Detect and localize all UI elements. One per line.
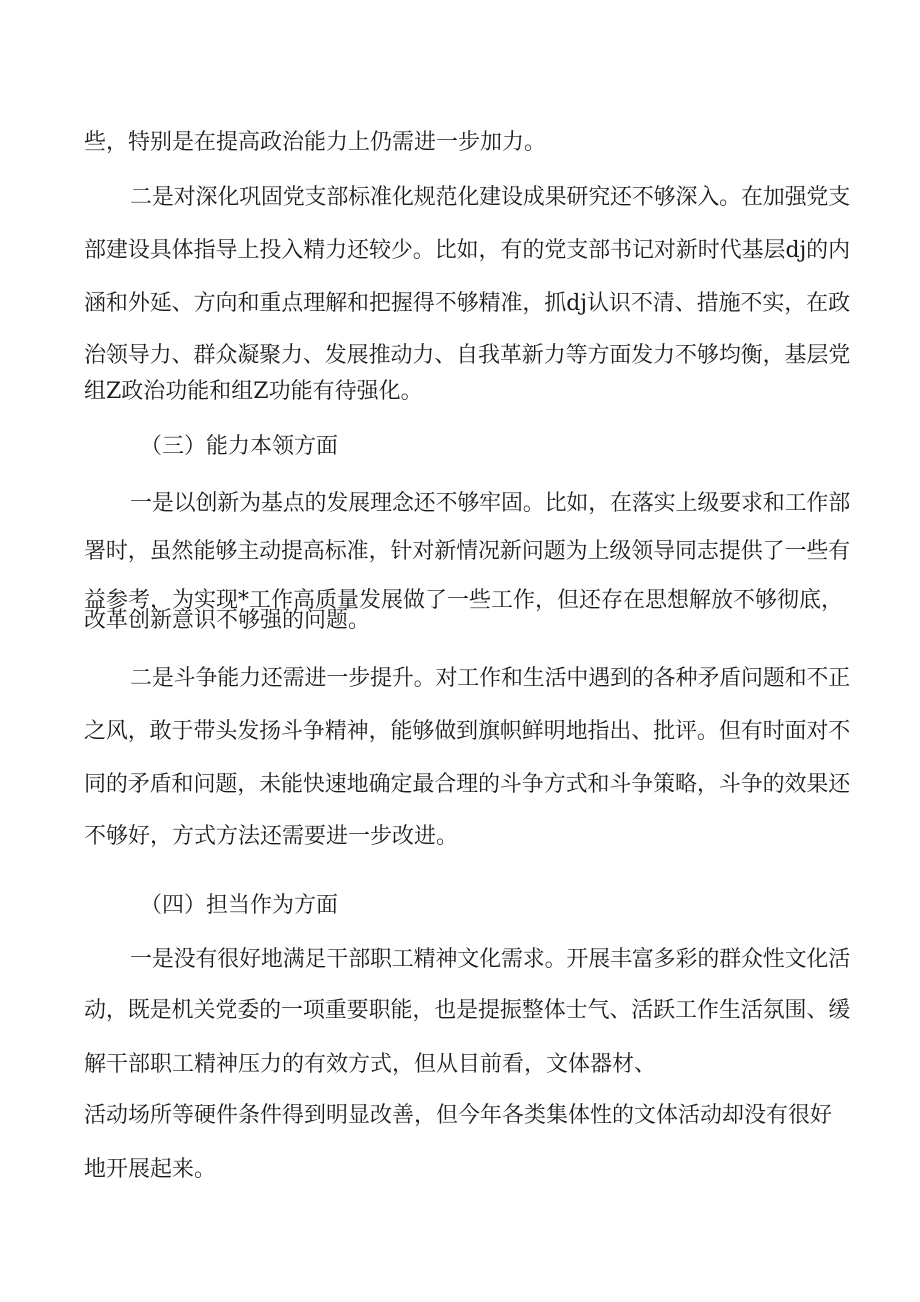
text-line: 改革创新意识不够强的问题。 bbox=[84, 608, 371, 633]
text-line: 治领导力、群众凝聚力、发展推动力、自我革新力等方面发力不够均衡，基层党 bbox=[84, 343, 851, 368]
text-line: 部建设具体指导上投入精力还较少。比如，有的党支部书记对新时代基层dj的内 bbox=[84, 238, 851, 263]
text-line: 些，特别是在提高政治能力上仍需进一步加力。 bbox=[84, 130, 547, 155]
section-heading: （四）担当作为方面 bbox=[140, 893, 339, 918]
section-heading: （三）能力本领方面 bbox=[140, 434, 339, 459]
text-line: 二是对深化巩固党支部标准化规范化建设成果研究还不够深入。在加强党支 bbox=[130, 185, 851, 210]
text-line: 署时，虽然能够主动提高标准，针对新情况新问题为上级领导同志提供了一些有 bbox=[84, 539, 851, 564]
text-line: 益参考，为实现*工作高质量发展做了一些工作，但还存在思想解放不够彻底， bbox=[84, 588, 844, 613]
text-line: 组Z政治功能和组Z功能有待强化。 bbox=[84, 379, 423, 404]
text-line: 地开展起来。 bbox=[84, 1157, 217, 1182]
text-line: 活动场所等硬件条件得到明显改善，但今年各类集体性的文体活动却没有很好 bbox=[84, 1103, 833, 1128]
text-line: 不够好，方式方法还需要进一步改进。 bbox=[84, 824, 459, 849]
text-line: 同的矛盾和问题，未能快速地确定最合理的斗争方式和斗争策略，斗争的效果还 bbox=[84, 772, 851, 797]
text-line: 一是以创新为基点的发展理念还不够牢固。比如，在落实上级要求和工作部 bbox=[130, 491, 851, 516]
text-line: 涵和外延、方向和重点理解和把握得不够精准，抓dj认识不清、措施不实，在政 bbox=[84, 291, 851, 316]
text-line: 一是没有很好地满足干部职工精神文化需求。开展丰富多彩的群众性文化活 bbox=[130, 947, 851, 972]
text-line: 动，既是机关党委的一项重要职能，也是提振整体士气、活跃工作生活氛围、缓 bbox=[84, 998, 851, 1023]
text-line: 之风，敢于带头发扬斗争精神，能够做到旗帜鲜明地指出、批评。但有时面对不 bbox=[84, 719, 851, 744]
text-line: 二是斗争能力还需进一步提升。对工作和生活中遇到的各种矛盾问题和不正 bbox=[130, 666, 851, 691]
text-line: 解干部职工精神压力的有效方式，但从目前看，文体器材、 bbox=[84, 1052, 657, 1077]
